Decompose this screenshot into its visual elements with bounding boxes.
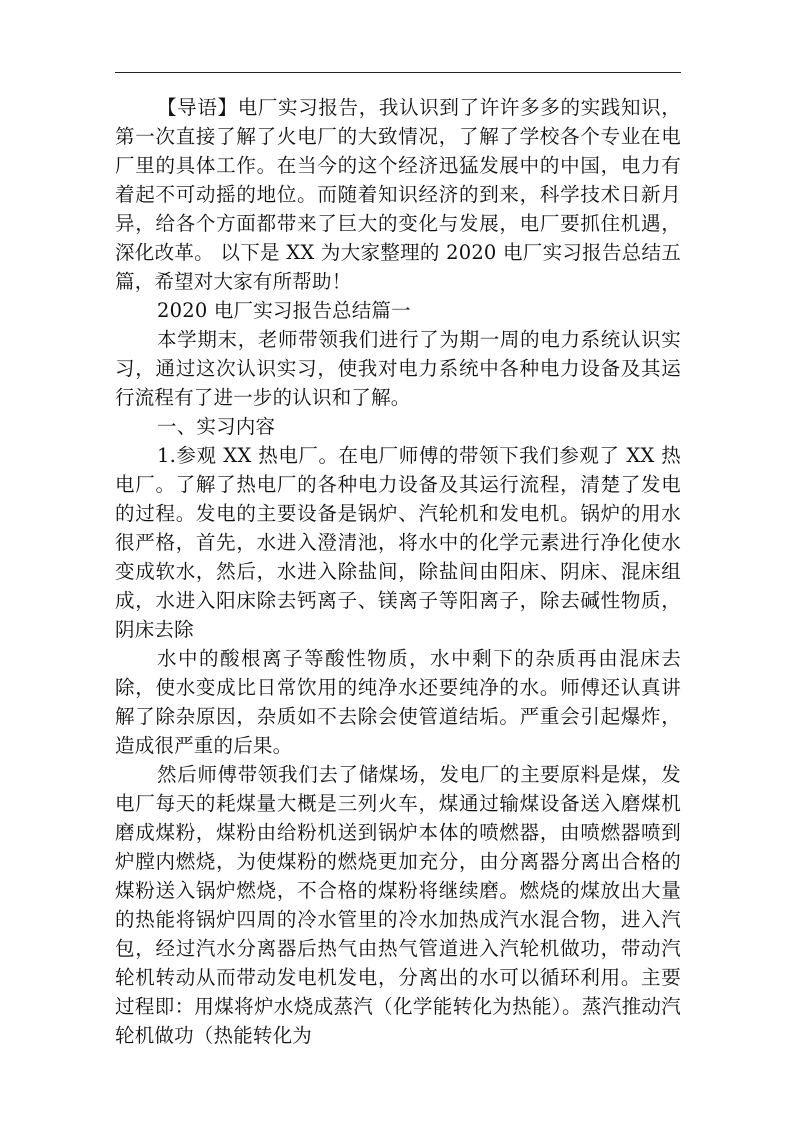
body-paragraph: 水中的酸根离子等酸性物质，水中剩下的杂质再由混床去除，使水变成比日常饮用的纯净水还要纯净的水。师傅还认真讲解了除杂原因，杂质如不去除会使管道结垢。严重会引起爆炸，造成很严重的后果。: [115, 647, 681, 757]
document-body: [115, 93, 681, 1050]
section-title: 2020 电厂实习报告总结篇一: [157, 299, 411, 322]
subsection-heading: 一、实习内容: [157, 415, 276, 438]
body-paragraph: 然后师傅带领我们去了储煤场，发电厂的主要原料是煤，发电厂每天的耗煤量大概是三列火车，煤通过输煤设备送入磨煤机磨成煤粉，煤粉由给粉机送到锅炉本体的喷燃器，由喷燃器喷到炉膛内燃烧，为使煤粉的燃烧更加充分，由分离器分离出合格的煤粉送入锅炉燃烧，不合格的煤粉将继续磨。燃烧的煤放出大量的热能将锅炉四周的冷水管里的冷水加热成汽水混合物，进入汽包，经过汽水分离器后热气由热气管道进入汽轮机做功，带动汽轮机转动从而带动发电机发电，分离出的水可以循环利用。主要过程即：用煤将炉水烧成蒸汽（化学能转化为热能）。蒸汽推动汽轮机做功（热能转化为: [115, 763, 681, 1047]
body-paragraph: 本学期末，老师带领我们进行了为期一周的电力系统认识实习，通过这次认识实习，使我对电力系统中各种电力设备及其运行流程有了进一步的认识和了解。: [115, 328, 681, 409]
header-rule: [115, 72, 681, 73]
body-paragraph: 1.参观 XX 热电厂。在电厂师傅的带领下我们参观了 XX 热电厂。了解了热电厂的各种电力设备及其运行流程，清楚了发电的过程。发电的主要设备是锅炉、汽轮机和发电机。锅炉的用水很严格，首先，水进入澄清池，将水中的化学元素进行净化使水变成软水，然后，水进入除盐间，除盐间由阳床、阴床、混床组成，水进入阳床除去钙离子、镁离子等阳离子，除去碱性物质，阴床去除: [115, 444, 681, 641]
intro-paragraph: 【导语】电厂实习报告，我认识到了许许多多的实践知识，第一次直接了解了火电厂的大致情况，了解了学校各个专业在电厂里的具体工作。在当今的这个经济迅猛发展中的中国，电力有着起不可动摇的地位。而随着知识经济的到来，科学技术日新月异，给各个方面都带来了巨大的变化与发展，电厂要抓住机遇，深化改革。 以下是 XX 为大家整理的 2020 电厂实习报告总结五篇，希望对大家有所帮助！: [115, 96, 681, 293]
